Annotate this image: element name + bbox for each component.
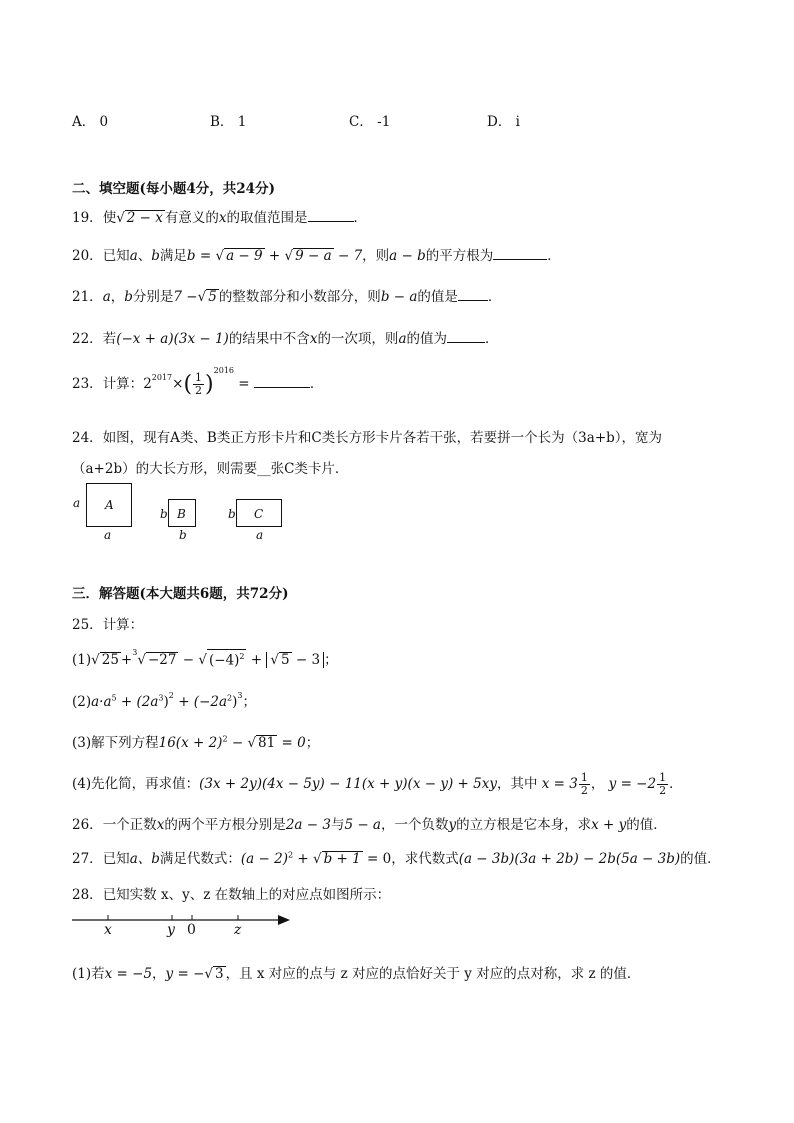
answer-blank[interactable] — [458, 288, 488, 301]
card-c-side-label: b — [228, 507, 236, 521]
axis-label-x: x — [104, 922, 112, 938]
card-b-bottom-label: b — [179, 528, 187, 542]
choice-b: B． 1 — [210, 114, 247, 130]
answer-blank[interactable] — [308, 209, 354, 222]
answer-blank[interactable] — [254, 375, 310, 388]
answer-blank[interactable] — [447, 330, 485, 343]
choice-d: D． i — [487, 114, 520, 130]
card-c-bottom-label: a — [256, 528, 264, 542]
card-a-name: A — [105, 498, 114, 512]
question-23: 23．计算：$2^{2017}\times$( $\frac{1}{2}$ )$^{2016}$ = ． — [72, 365, 324, 397]
card-a-bottom-label: a — [104, 528, 112, 542]
card-c — [236, 499, 282, 527]
number-line-arrow-icon — [278, 915, 290, 925]
question-25-part-1: (1)√ 25 +$^3$√ −27 − √ $(-4)^2$ + √ 5 − 3 ； — [72, 647, 338, 668]
card-b-side-label: b — [160, 507, 168, 521]
question-25-part-4: (4)先化简，再求值：(3x + 2y)(4x − 5y) − 11(x + y)(x − y) + 5xy，其中 x = 3 $\frac{1}{2}$ ， y = −2 $\frac{1}{2}$ ． — [72, 771, 683, 797]
question-28-part-1: (1)若x = −5，y = −√ 3 ，且 x 对应的点与 z 对应的点恰好关于 y 对应的点对称，求 z 的值． — [72, 966, 641, 982]
question-22: 22．若(−x + a)(3x − 1)的结果中不含x的一次项，则a的值为 ． — [72, 331, 499, 347]
axis-label-0: 0 — [187, 922, 196, 938]
question-24-line-2: （a+2b）的大长方形，则需要__张C类卡片． — [72, 461, 349, 477]
card-a-side-label: a — [73, 496, 81, 510]
card-a — [86, 483, 132, 527]
question-19: 19．使√ 2 − x 有意义的x的取值范围是 ． — [72, 210, 368, 226]
question-25-part-3: (3)解下列方程$16(x + 2)^2$ − √ 81 = 0； — [72, 734, 320, 751]
question-24-line-1: 24．如图，现有A类、B类正方形卡片和C类长方形卡片各若干张，若要拼一个长为（3a+b），宽为 — [72, 430, 663, 446]
section-2-title: 二、填空题(每小题4分，共24分) — [72, 181, 275, 197]
question-28: 28．已知实数 x、y、z 在数轴上的对应点如图所示： — [72, 887, 391, 903]
question-25-part-2: $(2)a\cdot a^5 + (2a^3)^2 + (-2a^2)^3$； — [72, 690, 256, 710]
card-b-name: B — [177, 507, 186, 521]
question-21: 21．a，b分别是7 −√ 5 的整数部分和小数部分，则b − a的值是 ． — [72, 289, 502, 305]
choice-c: C． -1 — [349, 114, 391, 130]
choice-a: A． 0 — [72, 114, 109, 130]
section-3-title: 三．解答题(本大题共6题，共72分) — [72, 586, 289, 602]
answer-blank[interactable] — [493, 247, 547, 260]
card-c-name: C — [254, 507, 264, 521]
axis-label-z: z — [234, 922, 242, 938]
question-26: 26．一个正数x的两个平方根分别是2a − 3与5 − a，一个负数y的立方根是它本身，求x + y的值． — [72, 817, 667, 833]
question-20: 20．已知a、b满足b = √ a − 9 + √ 9 − a − 7，则a − b的平方根为 ． — [72, 248, 561, 264]
card-b — [168, 499, 196, 527]
question-27: 27．已知a、b满足代数式：$(a - 2)^2$ + √ b + 1 = 0，求代数式(a − 3b)(3a + 2b) − 2b(5a − 3b)的值． — [72, 850, 721, 867]
question-25: 25．计算： — [72, 617, 144, 633]
axis-label-y: y — [167, 922, 175, 938]
